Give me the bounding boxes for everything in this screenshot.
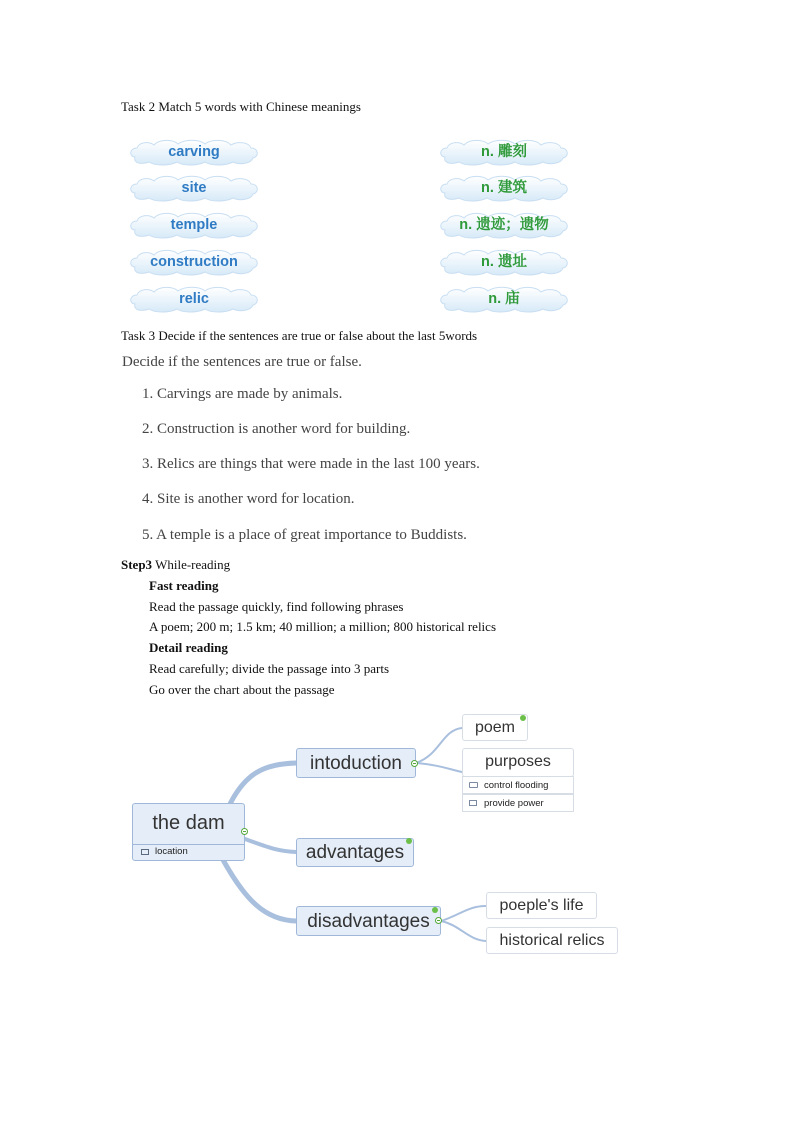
purposes-item-label: control flooding — [484, 780, 549, 791]
detail-reading-heading: Detail reading — [149, 640, 228, 655]
sentence-4: 4. Site is another word for location. — [142, 491, 355, 507]
intro-node[interactable] — [296, 748, 416, 778]
branch-poem — [416, 728, 462, 763]
fast-reading-line-2: A poem; 200 m; 1.5 km; 40 million; a million; 800 historical relics — [149, 619, 497, 634]
english-word-label: relic — [179, 291, 209, 307]
root-note: location — [155, 846, 188, 857]
root-collapse-toggle[interactable] — [241, 828, 248, 835]
purposes-item-label: provide power — [484, 798, 544, 809]
advantages-node[interactable] — [296, 838, 414, 867]
purposes-item-provide-power[interactable] — [462, 794, 574, 812]
sentence-1: 1. Carvings are made by animals. — [142, 386, 343, 402]
branch-advantages — [242, 838, 296, 852]
disadvantages-label: disadvantages — [307, 911, 430, 932]
disadvantages-marker — [432, 907, 438, 913]
chinese-meaning-label: n. 遗址 — [481, 254, 527, 270]
intro-label: intoduction — [310, 753, 402, 774]
disadvantages-collapse-toggle[interactable] — [435, 917, 442, 924]
task3-instruction: Decide if the sentences are true or false. — [122, 354, 362, 370]
branch-intro — [228, 763, 296, 808]
intro-collapse-toggle[interactable] — [411, 760, 418, 767]
fast-reading-heading: Fast reading — [149, 578, 219, 593]
advantages-marker — [406, 838, 412, 844]
sentence-3: 3. Relics are things that were made in the last 100 years. — [142, 456, 480, 472]
purposes-item-control-flooding[interactable] — [462, 776, 574, 794]
detail-reading-line-2: Go over the chart about the passage — [149, 682, 335, 697]
branch-purposes — [416, 763, 462, 772]
poem-marker — [520, 715, 526, 721]
peoples-life-node[interactable] — [486, 892, 597, 919]
chinese-meaning-label: n. 遗迹；遗物 — [459, 217, 549, 233]
english-word-label: construction — [150, 254, 238, 270]
root-divider — [133, 844, 244, 845]
task3-title: Task 3 Decide if the sentences are true or false about the last 5words — [121, 328, 478, 343]
root-node[interactable] — [132, 803, 245, 861]
advantages-label: advantages — [305, 842, 405, 863]
purposes-node[interactable] — [462, 748, 574, 777]
chinese-meaning-label: n. 雕刻 — [481, 144, 527, 160]
step3-title: While-reading — [152, 557, 231, 572]
english-word-label: carving — [168, 144, 220, 160]
chinese-meaning-label: n. 建筑 — [481, 180, 527, 196]
image-icon — [469, 800, 477, 806]
historical-relics-label: historical relics — [499, 932, 605, 949]
english-word-label: site — [181, 180, 207, 196]
disadvantages-node[interactable] — [296, 906, 441, 936]
detail-reading-line-1: Read carefully; divide the passage into 3 parts — [149, 661, 390, 676]
note-icon — [141, 849, 149, 855]
poem-node[interactable] — [462, 714, 528, 741]
fast-reading-line-1: Read the passage quickly, find following phrases — [149, 599, 404, 614]
branch-historical-relics — [441, 921, 486, 941]
chinese-meaning-label: n. 庙 — [488, 291, 520, 307]
branch-disadvantages — [222, 858, 296, 921]
video-icon — [469, 782, 478, 788]
peoples-life-label: poeple's life — [499, 897, 584, 914]
purposes-label: purposes — [485, 753, 551, 770]
root-label: the dam — [152, 812, 225, 834]
english-word-label: temple — [170, 217, 218, 233]
branch-peoples-life — [441, 906, 486, 921]
sentence-5: 5. A temple is a place of great importance to Buddists. — [142, 527, 467, 543]
step3-label: Step3 — [121, 557, 153, 572]
sentence-2: 2. Construction is another word for building. — [142, 421, 411, 437]
historical-relics-node[interactable] — [486, 927, 618, 954]
task2-title: Task 2 Match 5 words with Chinese meanings — [121, 99, 361, 114]
poem-label: poem — [474, 719, 516, 736]
